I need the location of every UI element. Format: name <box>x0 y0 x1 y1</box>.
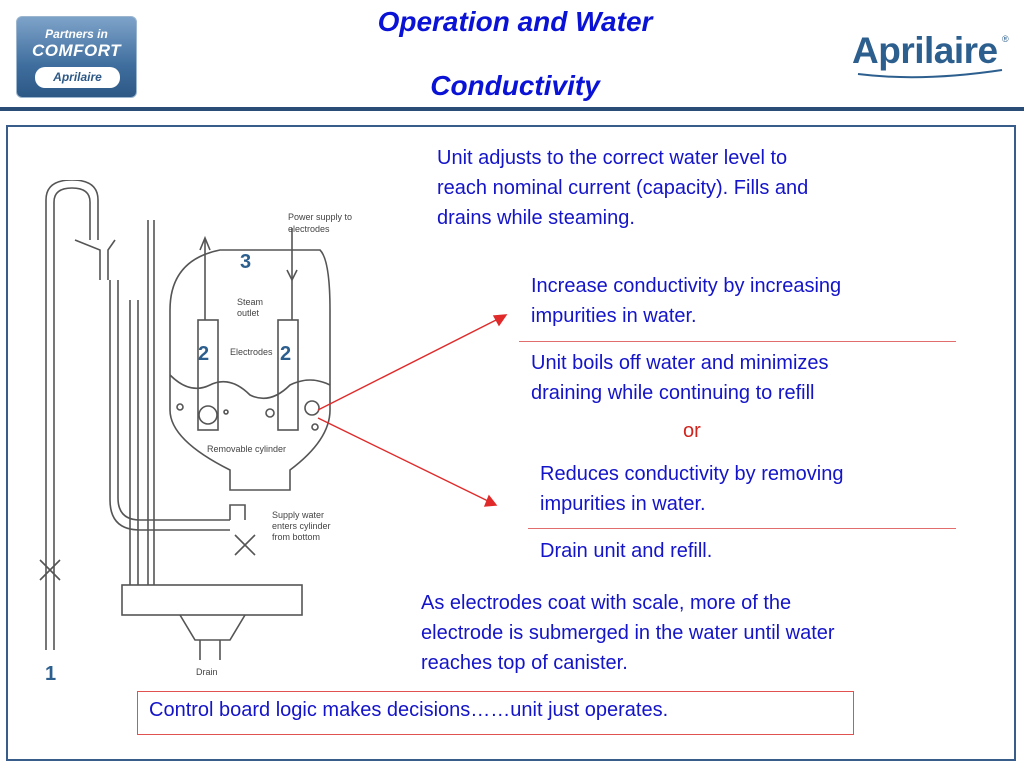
diagram-label-1: 1 <box>45 663 57 685</box>
electrodes-label: Electrodes <box>230 347 273 357</box>
drain-label: Drain <box>196 667 218 677</box>
steam-outlet-label-2: outlet <box>237 308 260 318</box>
power-supply-label-2: electrodes <box>288 224 330 234</box>
steam-outlet-label-1: Steam <box>237 297 264 307</box>
boils-off-text <box>531 348 829 408</box>
divider-2 <box>528 528 956 529</box>
supply-water-label-1: Supply water <box>272 510 325 520</box>
increase-conductivity-text <box>531 271 841 331</box>
supply-water-label-2: enters cylinder <box>272 521 331 531</box>
boils-off-line1: Unit boils off water and minimizes <box>531 352 829 374</box>
control-board-callout <box>137 691 854 735</box>
divider-1 <box>519 341 956 342</box>
logo-registered-mark: ® <box>1002 34 1009 44</box>
drain-refill-text: Drain unit and refill. <box>540 540 713 562</box>
boils-off-line2: draining while continuing to refill <box>531 382 815 404</box>
logo-word: Aprilaire <box>852 30 998 71</box>
unit-adjusts-line1: Unit adjusts to the correct water level to <box>437 147 788 169</box>
increase-line1: Increase conductivity by increasing <box>531 275 842 297</box>
unit-adjusts-text <box>437 143 808 233</box>
electrodes-coat-line3: reaches top of canister. <box>421 652 628 674</box>
removable-cylinder-label: Removable cylinder <box>207 444 287 454</box>
diagram-label-2-left: 2 <box>198 343 210 365</box>
badge-brand: Aprilaire <box>35 67 120 88</box>
power-supply-label-1: Power supply to <box>288 212 353 222</box>
electrodes-coat-line2: electrode is submerged in the water until water <box>421 622 835 644</box>
unit-adjusts-line2: reach nominal current (capacity). Fills and <box>437 177 809 199</box>
increase-line2: impurities in water. <box>531 305 697 327</box>
or-text: or <box>683 420 701 442</box>
diagram-label-2-right: 2 <box>280 343 292 365</box>
slide-title-line2: Conductivity <box>430 70 600 101</box>
reduces-line1: Reduces conductivity by removing <box>540 463 844 485</box>
electrodes-coat-line1: As electrodes coat with scale, more of the <box>421 592 792 614</box>
supply-water-label-3: from bottom <box>272 532 321 542</box>
diagram-label-3: 3 <box>240 251 252 273</box>
electrodes-coat-text <box>421 588 835 678</box>
unit-adjusts-line3: drains while steaming. <box>437 207 635 229</box>
slide-title-line1: Operation and Water <box>377 6 653 37</box>
badge-line1: Partners in <box>45 27 108 41</box>
badge-line2: COMFORT <box>31 41 122 60</box>
reduces-conductivity-text <box>540 459 843 519</box>
reduces-line2: impurities in water. <box>540 493 706 515</box>
control-board-text: Control board logic makes decisions……unit just operates. <box>149 699 669 721</box>
